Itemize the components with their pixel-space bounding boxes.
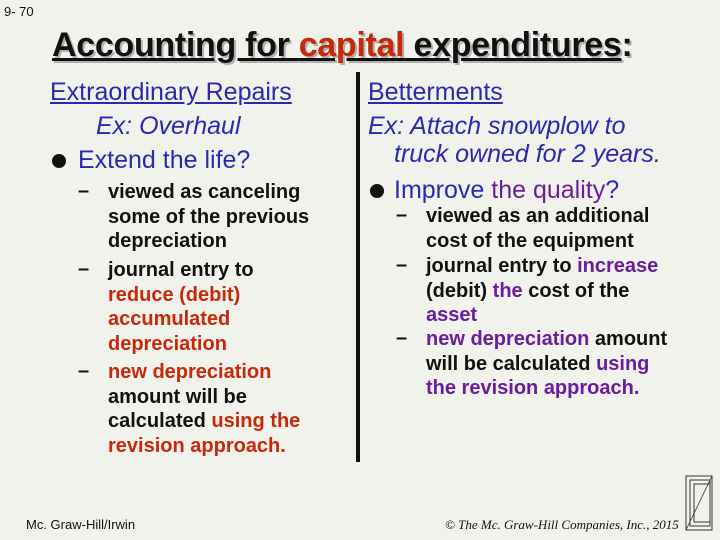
left-sub2-red-line: depreciation (108, 332, 227, 355)
left-sub3-calc-line (108, 409, 300, 434)
left-sub2-red-line: reduce (debit) (108, 283, 241, 306)
left-sub2-line: journal entry to (108, 259, 254, 281)
title-colon: : (621, 26, 633, 64)
bullet-icon (370, 184, 384, 198)
left-heading: Extraordinary Repairs (50, 78, 292, 106)
left-sub3-red: new depreciation (108, 361, 272, 383)
title-highlight: capital (298, 26, 405, 64)
copyright-symbol: © (445, 517, 455, 532)
left-sub1-line: some of the previous (108, 205, 310, 228)
left-sub1 (108, 180, 309, 254)
right-sub2-e: cost of the (522, 279, 630, 302)
right-sub3-a: new depreciation (426, 328, 590, 350)
right-sub2-d: the (492, 279, 523, 302)
left-sub3-revision: revision approach. (108, 434, 286, 457)
right-sub3-c: will be calculated (426, 352, 597, 375)
dash-icon: – (396, 204, 408, 226)
right-example-line1: Ex: Attach snowplow to (368, 112, 626, 140)
right-sub3-b: amount (589, 328, 668, 350)
left-sub1-line: viewed as canceling (108, 181, 301, 203)
right-heading: Betterments (368, 78, 503, 106)
dash-icon: – (396, 327, 408, 349)
right-bullet-c: quality (532, 176, 606, 204)
footer-publisher: Mc. Graw-Hill/Irwin (26, 517, 136, 532)
left-bullet: Extend the life? (78, 146, 251, 174)
corner-decoration-icon (684, 474, 716, 534)
dash-icon: – (78, 180, 90, 202)
dash-icon: – (78, 360, 90, 382)
right-sub2-f: asset (426, 304, 478, 326)
right-sub1-line: cost of the equipment (426, 229, 634, 252)
right-bullet-b: the (491, 176, 533, 204)
right-bullet (394, 176, 619, 205)
right-sub2 (426, 254, 658, 328)
right-bullet-a: Improve (394, 176, 492, 204)
title-part1: Accounting for (52, 26, 299, 64)
right-sub3 (426, 327, 667, 401)
dash-icon: – (78, 258, 90, 280)
title-part2: expenditures (404, 26, 622, 64)
left-sub2 (108, 258, 254, 356)
right-example-line2: truck owned for 2 years. (394, 140, 661, 168)
right-sub1 (426, 204, 649, 253)
right-bullet-d: ? (605, 176, 620, 204)
slide-title (52, 26, 633, 65)
footer-company: The Mc. Graw-Hill Companies, Inc., 2015 (458, 517, 679, 532)
left-sub2-red-line: accumulated (108, 308, 231, 330)
left-sub1-line: depreciation (108, 230, 227, 252)
left-sub3-calc: calculated (108, 410, 212, 432)
bullet-icon (52, 154, 66, 168)
left-sub3-line: amount will be (108, 385, 247, 408)
right-sub3-line (426, 327, 667, 352)
left-example: Ex: Overhaul (96, 112, 241, 140)
right-sub2-b: increase (577, 255, 659, 277)
right-sub2-a: journal entry to (426, 255, 578, 277)
right-sub2-line (426, 279, 658, 304)
right-sub2-line (426, 254, 658, 279)
dash-icon: – (396, 254, 408, 276)
right-sub2-c: (debit) (426, 279, 493, 302)
right-sub3-line (426, 352, 667, 377)
right-sub3-e: the revision approach. (426, 377, 640, 399)
column-divider (356, 72, 360, 462)
right-sub3-d: using (596, 352, 650, 375)
footer-copyright (445, 517, 679, 533)
slide-number: 9- 70 (4, 4, 34, 19)
left-sub3 (108, 360, 300, 458)
right-sub1-line: viewed as an additional (426, 205, 650, 227)
left-sub3-using: using the (211, 410, 301, 432)
